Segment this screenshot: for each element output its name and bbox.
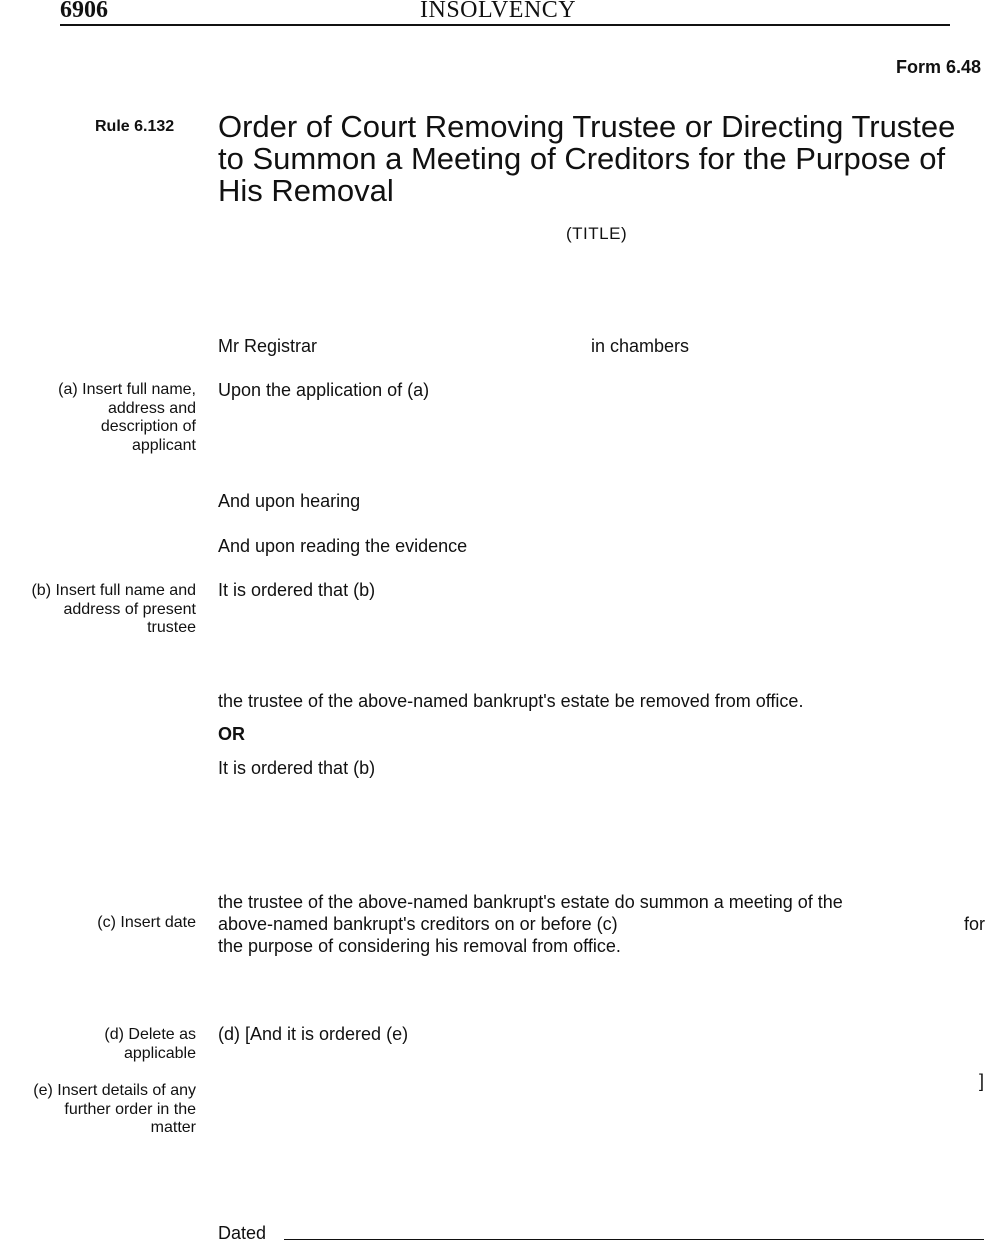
chambers-label: in chambers bbox=[591, 336, 690, 356]
application-line: Upon the application of (a) bbox=[218, 380, 430, 400]
removed-line: the trustee of the above-named bankrupt's estate be removed from office. bbox=[218, 691, 804, 711]
page-number: 6906 bbox=[60, 0, 108, 23]
ordered-line-1: It is ordered that (b) bbox=[218, 580, 376, 600]
summon-line-2-end: for bbox=[963, 914, 985, 934]
further-order-line: (d) [And it is ordered (e) bbox=[218, 1024, 409, 1044]
summon-paragraph bbox=[218, 891, 985, 957]
running-title: INSOLVENCY bbox=[420, 0, 577, 23]
closing-bracket: ] bbox=[979, 1071, 985, 1091]
dated-label: Dated bbox=[218, 1223, 267, 1243]
hearing-line: And upon hearing bbox=[218, 491, 361, 511]
margin-note-a: (a) Insert full name, address and description of applicant bbox=[58, 381, 196, 454]
summon-line-2: above-named bankrupt's creditors on or before (c) bbox=[218, 914, 618, 934]
rule-reference: Rule 6.132 bbox=[95, 118, 175, 135]
or-separator: OR bbox=[218, 724, 245, 744]
margin-note-b: (b) Insert full name and address of present trustee bbox=[31, 582, 196, 636]
form-number: Form 6.48 bbox=[895, 57, 981, 77]
registrar-label: Mr Registrar bbox=[218, 336, 318, 356]
margin-note-c: (c) Insert date bbox=[97, 914, 196, 931]
dated-signature-line bbox=[284, 1239, 984, 1240]
page-header bbox=[60, 0, 950, 26]
form-subtitle: (TITLE) bbox=[566, 224, 628, 243]
margin-note-d: (d) Delete as applicable bbox=[104, 1026, 196, 1062]
summon-line-3: the purpose of considering his removal from office. bbox=[218, 936, 621, 956]
reading-line: And upon reading the evidence bbox=[218, 536, 468, 556]
summon-line-1: the trustee of the above-named bankrupt's estate do summon a meeting of the bbox=[218, 892, 843, 912]
form-title: Order of Court Removing Trustee or Directing Trustee to Summon a Meeting of Creditors for the Purpose of His Removal bbox=[218, 109, 956, 208]
ordered-line-2: It is ordered that (b) bbox=[218, 758, 376, 778]
margin-note-e: (e) Insert details of any further order in the matter bbox=[33, 1082, 196, 1136]
